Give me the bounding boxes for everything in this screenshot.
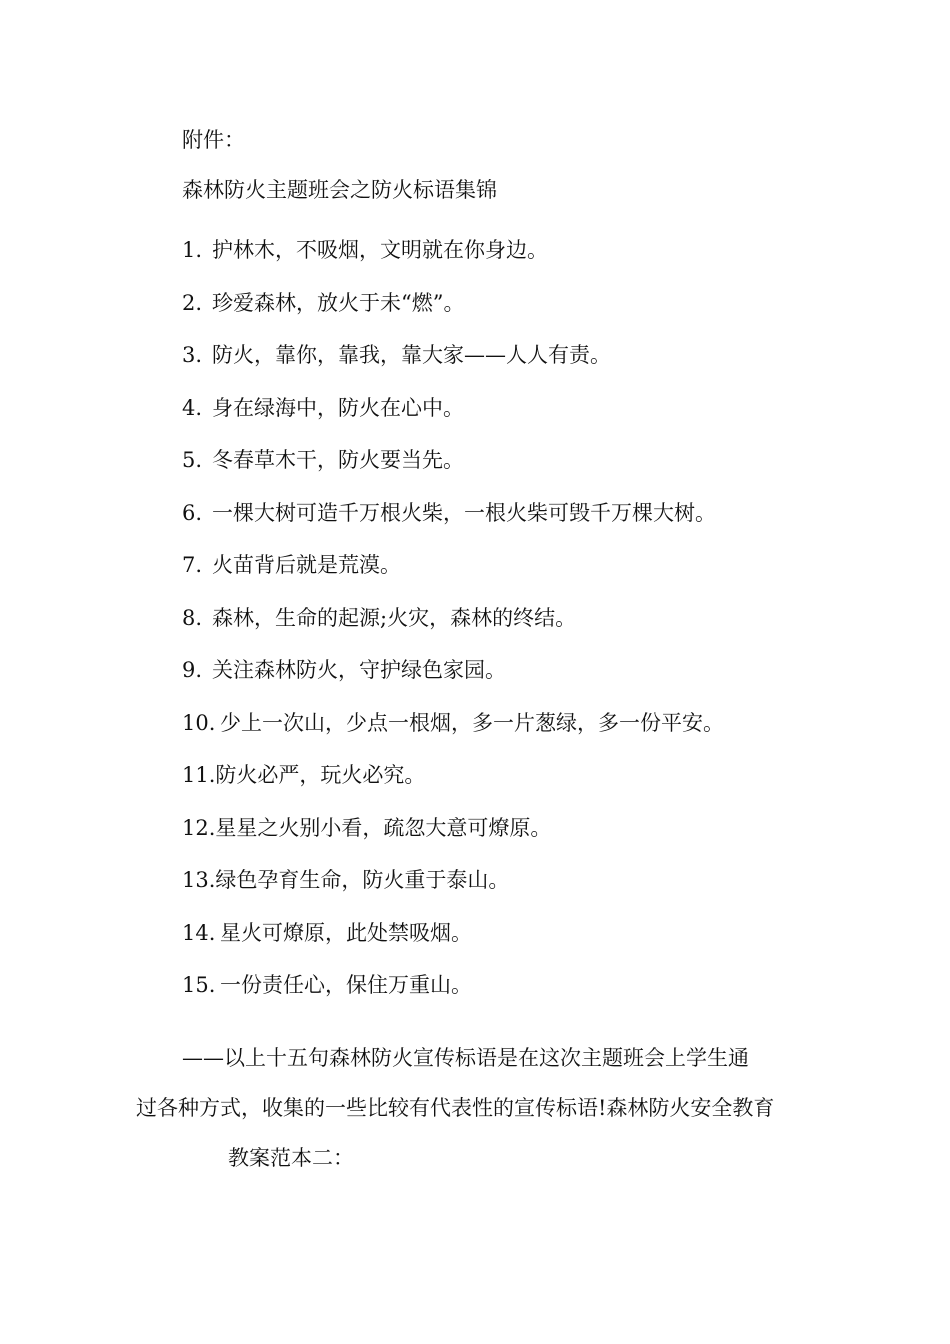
- slogan-item: [182, 919, 472, 947]
- slogan-text: 星火可燎原，此处禁吸烟。: [220, 921, 472, 945]
- slogan-item: [182, 499, 716, 527]
- slogan-number: 15.: [182, 973, 216, 997]
- slogan-item: [182, 341, 611, 369]
- slogan-item: [182, 446, 464, 474]
- slogan-text: 一份责任心，保住万重山。: [220, 973, 472, 997]
- closing-paragraph-line: 教案范本二：: [228, 1146, 354, 1170]
- slogan-item: [182, 551, 401, 579]
- slogan-text: 珍爱森林，放火于未“燃”。: [212, 291, 465, 315]
- slogan-number: 11.: [182, 763, 216, 787]
- slogan-text: 一棵大树可造千万根火柴，一根火柴可毁千万棵大树。: [212, 501, 716, 525]
- slogan-number: 14.: [182, 921, 216, 945]
- slogan-text: 防火，靠你，靠我，靠大家——人人有责。: [212, 343, 611, 367]
- slogan-item: [182, 709, 724, 737]
- slogan-number: 6.: [182, 501, 203, 525]
- slogan-number: 1.: [182, 238, 203, 262]
- closing-paragraph-line: 过各种方式，收集的一些比较有代表性的宣传标语!森林防火安全教育: [136, 1096, 775, 1120]
- slogan-text: 护林木，不吸烟，文明就在你身边。: [212, 238, 548, 262]
- slogan-item: [182, 236, 548, 264]
- slogan-text: 身在绿海中，防火在心中。: [212, 396, 464, 420]
- slogan-text: 星星之火别小看，疏忽大意可燎原。: [215, 816, 552, 840]
- slogan-item: [182, 604, 576, 632]
- slogan-number: 4.: [182, 396, 203, 420]
- slogan-text: 冬春草木干，防火要当先。: [212, 448, 464, 472]
- slogan-text: 少上一次山，少点一根烟，多一片葱绿，多一份平安。: [220, 711, 724, 735]
- slogan-number: 8.: [182, 606, 203, 630]
- slogan-number: 9.: [182, 658, 203, 682]
- slogan-number: 2.: [182, 291, 203, 315]
- slogan-number: 13.: [182, 868, 216, 892]
- slogan-text: 防火必严，玩火必究。: [215, 763, 426, 787]
- slogan-text: 绿色孕育生命，防火重于泰山。: [215, 868, 510, 892]
- slogan-number: 12.: [182, 816, 216, 840]
- slogan-number: 10.: [182, 711, 216, 735]
- slogan-item: [182, 761, 425, 789]
- slogan-item: [182, 289, 464, 317]
- slogan-item: [182, 394, 464, 422]
- attachment-label: 附件：: [182, 128, 245, 152]
- slogan-item: [182, 814, 551, 842]
- slogan-text: 关注森林防火，守护绿色家园。: [212, 658, 506, 682]
- slogan-text: 火苗背后就是荒漠。: [212, 553, 401, 577]
- slogan-item: [182, 656, 506, 684]
- document-title: 森林防火主题班会之防火标语集锦: [182, 178, 497, 202]
- slogan-number: 5.: [182, 448, 203, 472]
- slogan-item: [182, 866, 509, 894]
- slogan-text: 森林，生命的起源;火灾，森林的终结。: [212, 606, 577, 630]
- closing-paragraph-line: ——以上十五句森林防火宣传标语是在这次主题班会上学生通: [182, 1046, 749, 1070]
- slogan-number: 7.: [182, 553, 203, 577]
- slogan-item: [182, 971, 472, 999]
- slogan-number: 3.: [182, 343, 203, 367]
